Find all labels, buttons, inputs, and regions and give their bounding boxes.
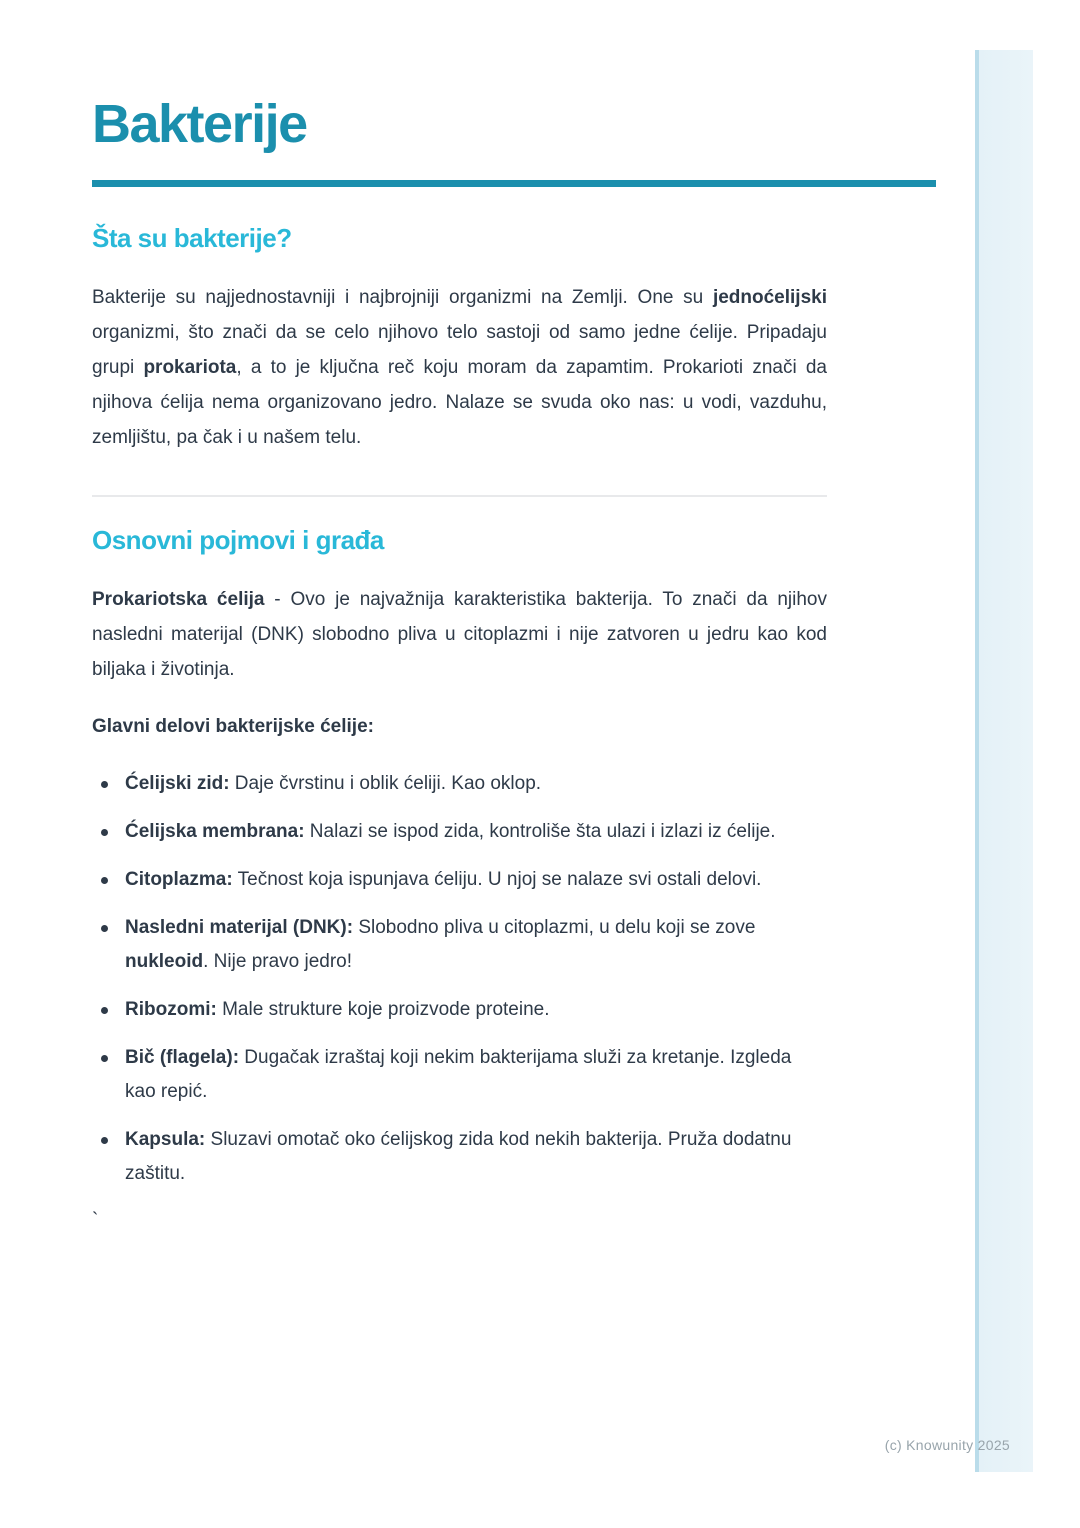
stray-backtick-mark: ` [92,1209,99,1231]
list-item-text: Nasledni materijal (DNK): Slobodno pliva u citoplazmi, u delu koji se zove nukleoid. Nije pravo jedro! [125,916,756,972]
bullet-dot-icon [101,925,108,932]
page-title: Bakterije [92,94,307,154]
intro-paragraph: Bakterije su najjednostavniji i najbrojniji organizmi na Zemlji. One su jednoćelijski organizmi, što znači da se celo njihovo telo sastoji od samo jedne ćelije. Pripadaju grupi prokariota, a to je ključna reč koju moram da zapamtim. Prokarioti znači da njihova ćelija nema organizovano jedro. Nalaze se svuda oko nas: u vodi, vazduhu, zemljištu, pa čak i u našem telu. [92,286,828,448]
list-item-cell-membrane [92,815,827,849]
list-item-flagellum [92,1041,827,1109]
prokaryote-paragraph: Prokariotska ćelija - Ovo je najvažnija karakteristika bakterija. To znači da njihov nasledni materijal (DNK) slobodno pliva u citoplazmi i nije zatvoren u jedru kao kod biljaka i životinja. [92,588,828,680]
bullet-dot-icon [101,781,108,788]
list-item-text: Ćelijski zid: Daje čvrstinu i oblik ćeliji. Kao oklop. [125,772,542,794]
list-item-dna [92,911,827,979]
list-item-text: Bič (flagela): Dugačak izraštaj koji nekim bakterijama služi za kretanje. Izgleda kao repić. [125,1046,792,1102]
title-underline-rule [92,180,936,187]
document-content [92,0,827,1235]
list-item-ribosomes [92,993,827,1027]
section-what-are-bacteria [92,221,827,455]
section-heading-basic-terms: Osnovni pojmovi i građa [92,524,384,555]
section-divider [92,495,827,497]
list-item-capsule [92,1123,827,1191]
page-edge-strip [975,50,1033,1472]
list-item-text: Ribozomi: Male strukture koje proizvode proteine. [125,998,550,1020]
bullet-dot-icon [101,829,108,836]
bullet-dot-icon [101,877,108,884]
list-item-text: Kapsula: Sluzavi omotač oko ćelijskog zida kod nekih bakterija. Pruža dodatnu zaštitu. [125,1128,792,1184]
list-item-text: Citoplazma: Tečnost koja ispunjava ćeliju. U njoj se nalaze svi ostali delovi. [125,868,762,890]
section-basic-terms [92,523,827,1235]
list-item-cell-wall [92,767,827,801]
bullet-dot-icon [101,1137,108,1144]
list-item-text: Ćelijska membrana: Nalazi se ispod zida, kontroliše šta ulazi i izlazi iz ćelije. [125,820,776,842]
subheading-cell-parts: Glavni delovi bakterijske ćelije: [92,715,374,737]
list-item-cytoplasm [92,863,827,897]
bullet-dot-icon [101,1007,108,1014]
cell-parts-list [92,767,827,1191]
copyright-footer: (c) Knowunity 2025 [884,1437,1010,1453]
bullet-dot-icon [101,1055,108,1062]
section-heading-what-are-bacteria: Šta su bakterije? [92,222,292,253]
